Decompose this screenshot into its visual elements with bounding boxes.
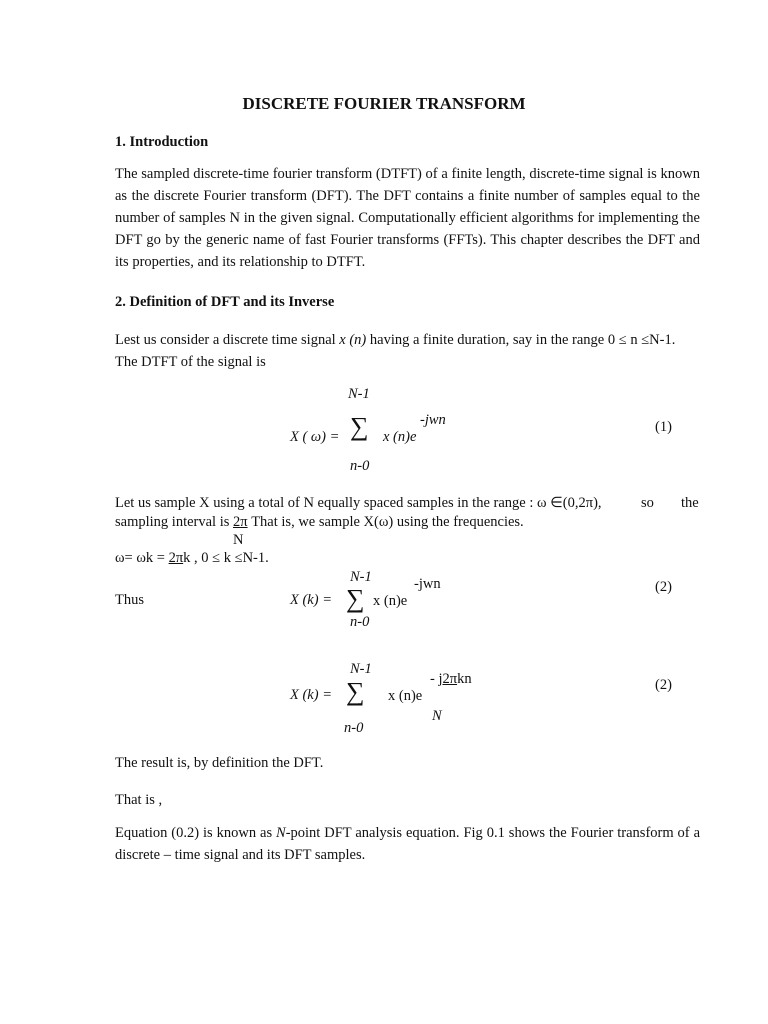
eq3-exp-denominator: N [432,708,442,724]
text: kn [457,671,472,687]
eq1-lhs: X ( ω) = [290,429,340,445]
paragraph-line: That is , [115,792,163,808]
eq3-exponent [430,671,472,687]
paragraph-line: Let us sample X using a total of N equally spaced samples in the range : ω ∈(0,2π), [115,495,602,511]
eq2-exponent: -jwn [414,576,441,592]
paragraph [115,822,700,866]
paragraph-line [115,550,269,566]
paragraph-line [115,332,675,348]
thus-label: Thus [115,592,144,608]
text: 2π [442,671,458,687]
text: the [681,495,699,511]
text: k , 0 ≤ k ≤N-1. [183,550,269,566]
eq1-term: x (n)e [383,429,417,445]
eq3-number: (2) [655,677,672,693]
paragraph-line [115,514,524,530]
eq3-upper: N-1 [350,661,372,677]
sigma-symbol: ∑ [346,584,365,613]
text: Lest us consider a discrete time signal [115,332,340,348]
eq2-lhs: X (k) = [290,592,332,608]
eq3-lhs: X (k) = [290,687,332,703]
eq3-term: x (n)e [388,688,423,704]
text: Equation (0.2) is known as [115,825,277,841]
paragraph-line: The DTFT of the signal is [115,354,266,370]
text: -point DFT analysis equation. Fig 0.1 shows the Fourier transform of a discrete – time signal and its DFT samples. [115,825,701,863]
text: sampling interval is [115,514,233,530]
section-heading-definition: 2. Definition of DFT and its Inverse [115,294,335,310]
eq3-lower: n-0 [344,720,364,736]
document-title: DISCRETE FOURIER TRANSFORM [242,94,526,113]
eq1-upper: N-1 [348,386,370,402]
sigma-symbol: ∑ [346,677,365,706]
text: x (n) [339,332,367,348]
text: 2π [233,514,248,530]
eq2-number: (2) [655,579,672,595]
fraction-denominator: N [233,532,244,548]
eq1-exponent: -jwn [420,412,446,428]
text: N [276,825,286,841]
section-heading-introduction: 1. Introduction [115,134,209,150]
text: 2π [168,550,184,566]
eq1-number: (1) [655,419,672,435]
sigma-symbol: ∑ [350,412,369,441]
text: - j [430,671,443,687]
eq2-lower: n-0 [350,614,370,630]
text: having a finite duration, say in the range 0 ≤ n ≤N-1. [366,332,676,348]
eq2-term: x (n)e [373,593,408,609]
eq2-upper: N-1 [350,569,372,585]
text: ω= ωk = [115,550,169,566]
paragraph-line: The result is, by definition the DFT. [115,755,324,771]
text: so [641,495,654,511]
intro-paragraph: The sampled discrete-time fourier transform (DTFT) of a finite length, discrete-time signal is known as the discrete Fourier transform (DFT). The DFT contains a finite number of samples equal to the number of samples N in the given signal. Computationally efficient algorithms for implementing the DFT go by the generic name of fast Fourier transforms (FFTs). This chapter describes the DFT and its properties, and its relationship to DTFT. [115,166,700,270]
eq1-lower: n-0 [350,458,370,474]
text: That is, we sample X(ω) using the frequencies. [247,514,524,530]
